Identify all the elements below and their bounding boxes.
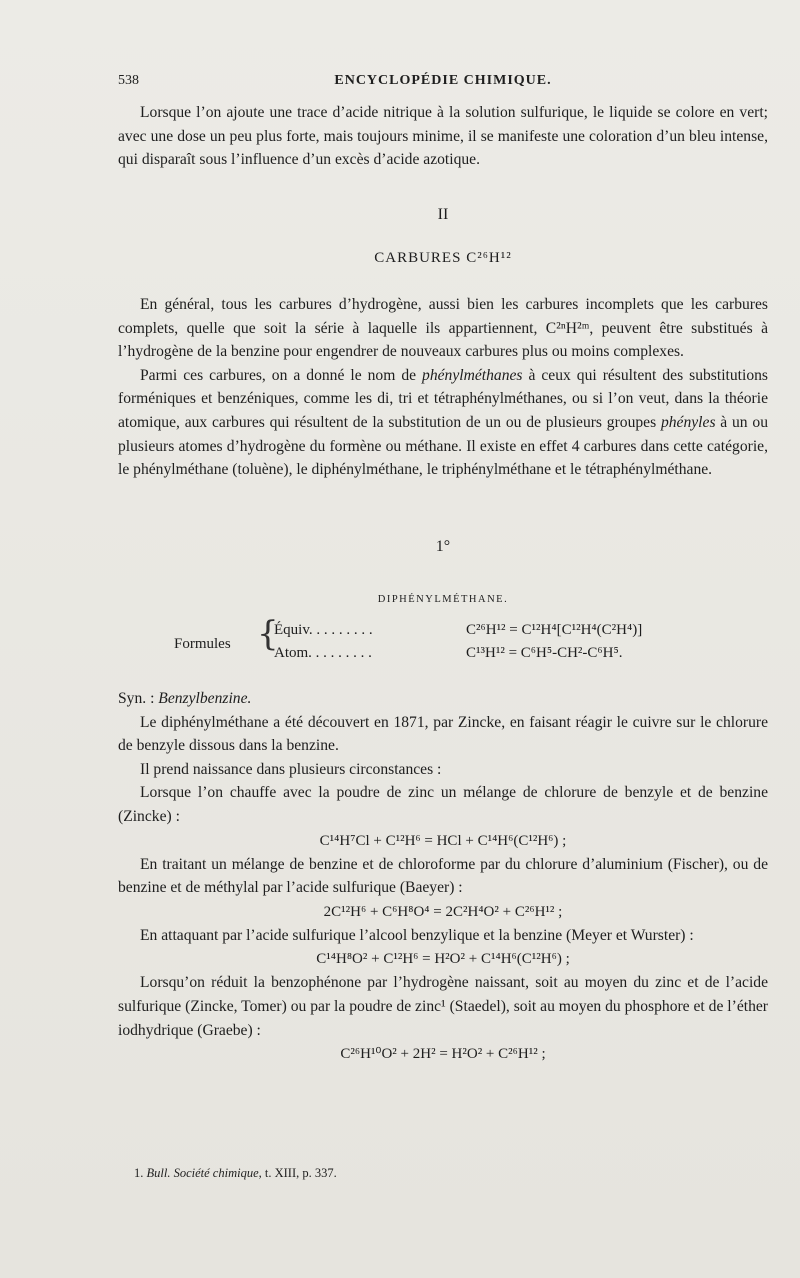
synonym-line — [118, 687, 768, 711]
intro-paragraph: Lorsque l’on ajoute une trace d’acide nitrique à la solution sulfurique, le liquide se colore en vert; avec une dose un peu plus forte, mais toujours minime, il se manifeste une coloration d’un bleu intense, qui disparaît sous l’influence d’un excès d’acide azotique. — [118, 104, 768, 169]
paragraph-phenylmethanes — [118, 364, 768, 482]
paragraph-general: En général, tous les carbures d’hydrogène, aussi bien les carbures incomplets que les carbures complets, quelle que soit la série à laquelle ils appartiennent, C²ⁿH²ᵐ, peuvent être substitués à l’hydrogène de la benzine pour engendrer de nouveaux carbures plus ou moins complexes. — [118, 296, 768, 361]
subsection-title: DIPHÉNYLMÉTHANE. — [377, 594, 509, 605]
equation-4: C²⁶H¹⁰O² + 2H² = H²O² + C²⁶H¹² ; — [340, 1046, 546, 1063]
footnote-number: 1. — [134, 1166, 144, 1180]
footnote-reference: , t. XIII, p. 337. — [258, 1166, 337, 1180]
footnote-source: Bull. Société chimique — [146, 1166, 259, 1180]
intro-paragraph-block — [118, 101, 768, 172]
para2-term-phenylmethanes: phénylméthanes — [422, 366, 523, 384]
formula-atom: C¹³H¹² = C⁶H⁵-CH²-C⁶H⁵. — [466, 645, 623, 661]
formula-equiv: C²⁶H¹² = C¹²H⁴[C¹²H⁴(C²H⁴)] — [466, 622, 643, 638]
synonym-label: Syn. : — [118, 690, 159, 707]
para2-text-c: à ceux qui résultent des substitutions forméniques et benzéniques, comme les di, tri et tétraphénylméthanes, ou si l’on veut, dans la théorie atomique, aux carbures qui résultent de la substitution de un ou de plusieurs groupes — [118, 366, 768, 431]
equation-3: C¹⁴H⁸O² + C¹²H⁶ = H²O² + C¹⁴H⁶(C¹²H⁶) ; — [316, 951, 570, 968]
para2-text-e: à un ou plusieurs atomes d’hydrogène du formène ou méthane. Il existe en effet 4 carbures dans cette catégorie, le phénylméthane (toluène), le diphénylméthane, le triphénylméthane et le tétraphénylméthane. — [118, 413, 768, 479]
body-block-2 — [118, 687, 768, 1066]
brace-icon: { — [257, 614, 279, 654]
section-title: CARBURES C²⁶H¹² — [374, 250, 512, 266]
formula-atom-label: Atom. . . . . . . . . — [274, 645, 372, 661]
section-number: II — [437, 206, 449, 223]
equation-1: C¹⁴H⁷Cl + C¹²H⁶ = HCl + C¹⁴H⁶(C¹²H⁶) ; — [319, 832, 567, 849]
synonym-value: Benzylbenzine. — [158, 690, 252, 707]
running-title: ENCYCLOPÉDIE CHIMIQUE. — [334, 73, 552, 88]
paragraph-benzophenone: Lorsqu’on réduit la benzophénone par l’hydrogène naissant, soit au moyen du zinc et de l’acide sulfurique (Zincke, Tomer) ou par la poudre de zinc¹ (Staedel), soit au moyen du phosphore et de l’éther iodhydrique (Graebe) : — [118, 974, 768, 1039]
paragraph-circumstances: Il prend naissance dans plusieurs circonstances : — [140, 760, 442, 778]
para2-term-phenyles: phényles — [660, 413, 716, 431]
paragraph-discovery: Le diphénylméthane a été découvert en 1871, par Zincke, en faisant réagir le cuivre sur le chlorure de benzyle dissous dans la benzine. — [118, 713, 768, 755]
formula-equiv-label: Équiv. . . . . . . . . — [274, 622, 373, 638]
page-number: 538 — [118, 73, 139, 88]
paragraph-meyer: En attaquant par l’acide sulfurique l’alcool benzylique et la benzine (Meyer et Wurster) : — [140, 926, 694, 944]
subsection-number: 1° — [435, 538, 451, 555]
footnote — [134, 1166, 337, 1181]
equation-2: 2C¹²H⁶ + C⁶H⁸O⁴ = 2C²H⁴O² + C²⁶H¹² ; — [323, 903, 563, 920]
para2-text-a: Parmi ces carbures, on a donné le nom de — [140, 366, 423, 384]
body-block-1 — [118, 293, 768, 482]
paragraph-fischer: En traitant un mélange de benzine et de chloroforme par du chlorure d’aluminium (Fischer), ou de benzine et de méthylal par l’acide sulfurique (Baeyer) : — [118, 855, 768, 897]
page-header — [118, 73, 768, 95]
paragraph-zincke: Lorsque l’on chauffe avec la poudre de zinc un mélange de chlorure de benzyle et de benzine (Zincke) : — [118, 784, 768, 825]
formules-label: Formules — [174, 636, 231, 652]
